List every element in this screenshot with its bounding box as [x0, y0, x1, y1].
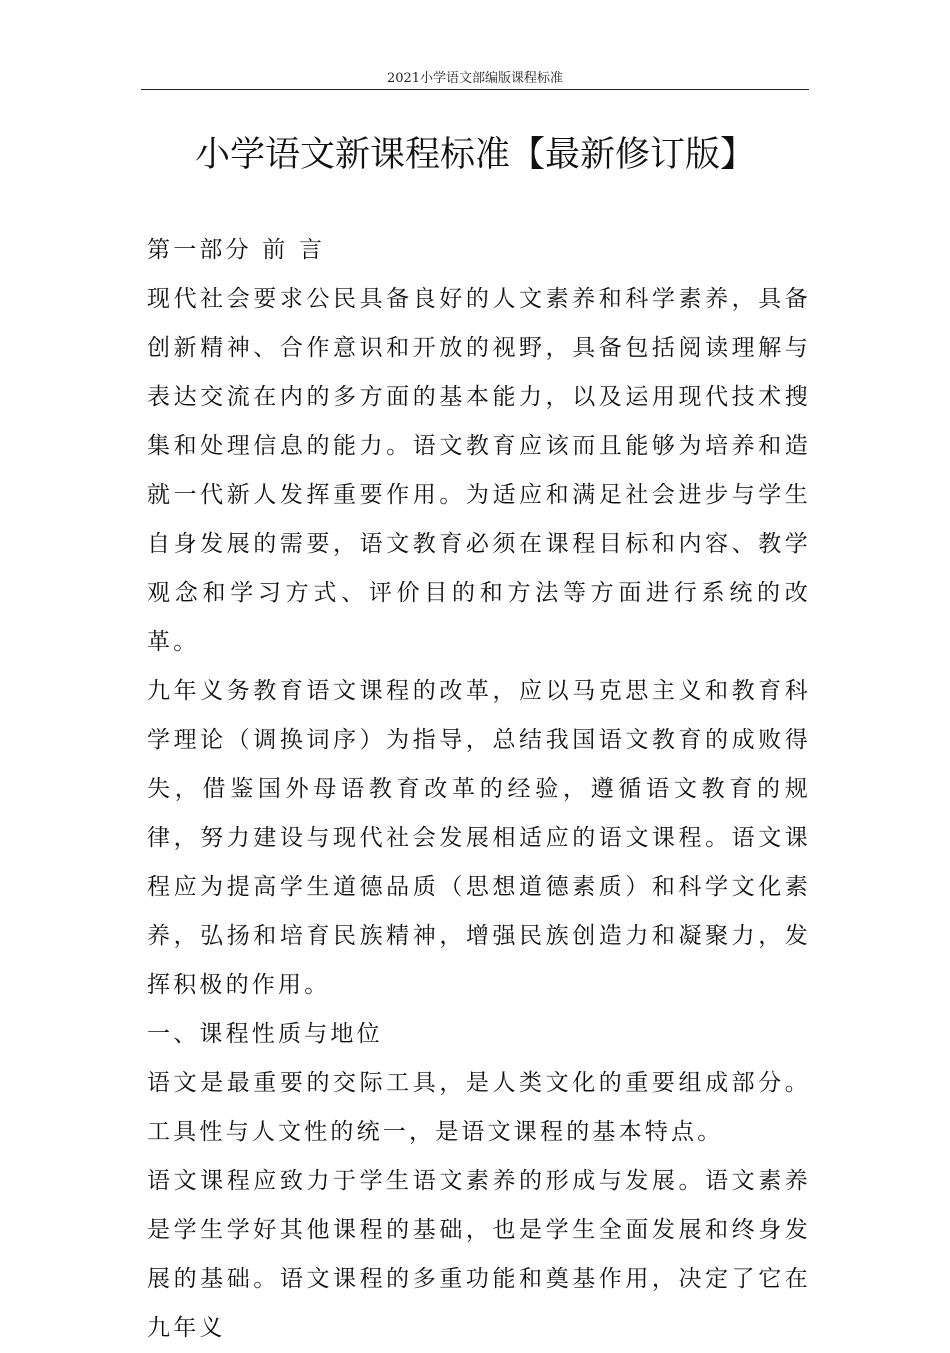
paragraph: 语文课程应致力于学生语文素养的形成与发展。语文素养是学生学好其他课程的基础，也是学生全面发展和终身发展的基础。语文课程的多重功能和奠基作用，决定了它在九年义 — [147, 1168, 811, 1341]
header-rule — [141, 89, 809, 90]
subsection-heading: 一、课程性质与地位 — [147, 1021, 383, 1047]
paragraph: 语文是最重要的交际工具，是人类文化的重要组成部分。工具性与人文性的统一，是语文课程的基本特点。 — [147, 1070, 811, 1145]
document-body — [147, 226, 811, 1353]
section-heading: 第一部分 前 言 — [147, 237, 326, 263]
paragraph: 现代社会要求公民具备良好的人文素养和科学素养，具备创新精神、合作意识和开放的视野，具备包括阅读理解与表达交流在内的多方面的基本能力，以及运用现代技术搜集和处理信息的能力。语文教育应该而且能够为培养和造就一代新人发挥重要作用。为适应和满足社会进步与学生自身发展的需要，语文教育必须在课程目标和内容、教学观念和学习方式、评价目的和方法等方面进行系统的改革。 — [147, 286, 811, 655]
paragraph: 九年义务教育语文课程的改革，应以马克思主义和教育科学理论（调换词序）为指导，总结我国语文教育的成败得失，借鉴国外母语教育改革的经验，遵循语文教育的规律，努力建设与现代社会发展相适应的语文课程。语文课程应为提高学生道德品质（思想道德素质）和科学文化素养，弘扬和培育民族精神，增强民族创造力和凝聚力，发挥积极的作用。 — [147, 678, 811, 998]
document-title: 小学语文新课程标准【最新修订版】 — [194, 135, 755, 175]
running-header: 2021小学语文部编版课程标准 — [386, 71, 564, 86]
